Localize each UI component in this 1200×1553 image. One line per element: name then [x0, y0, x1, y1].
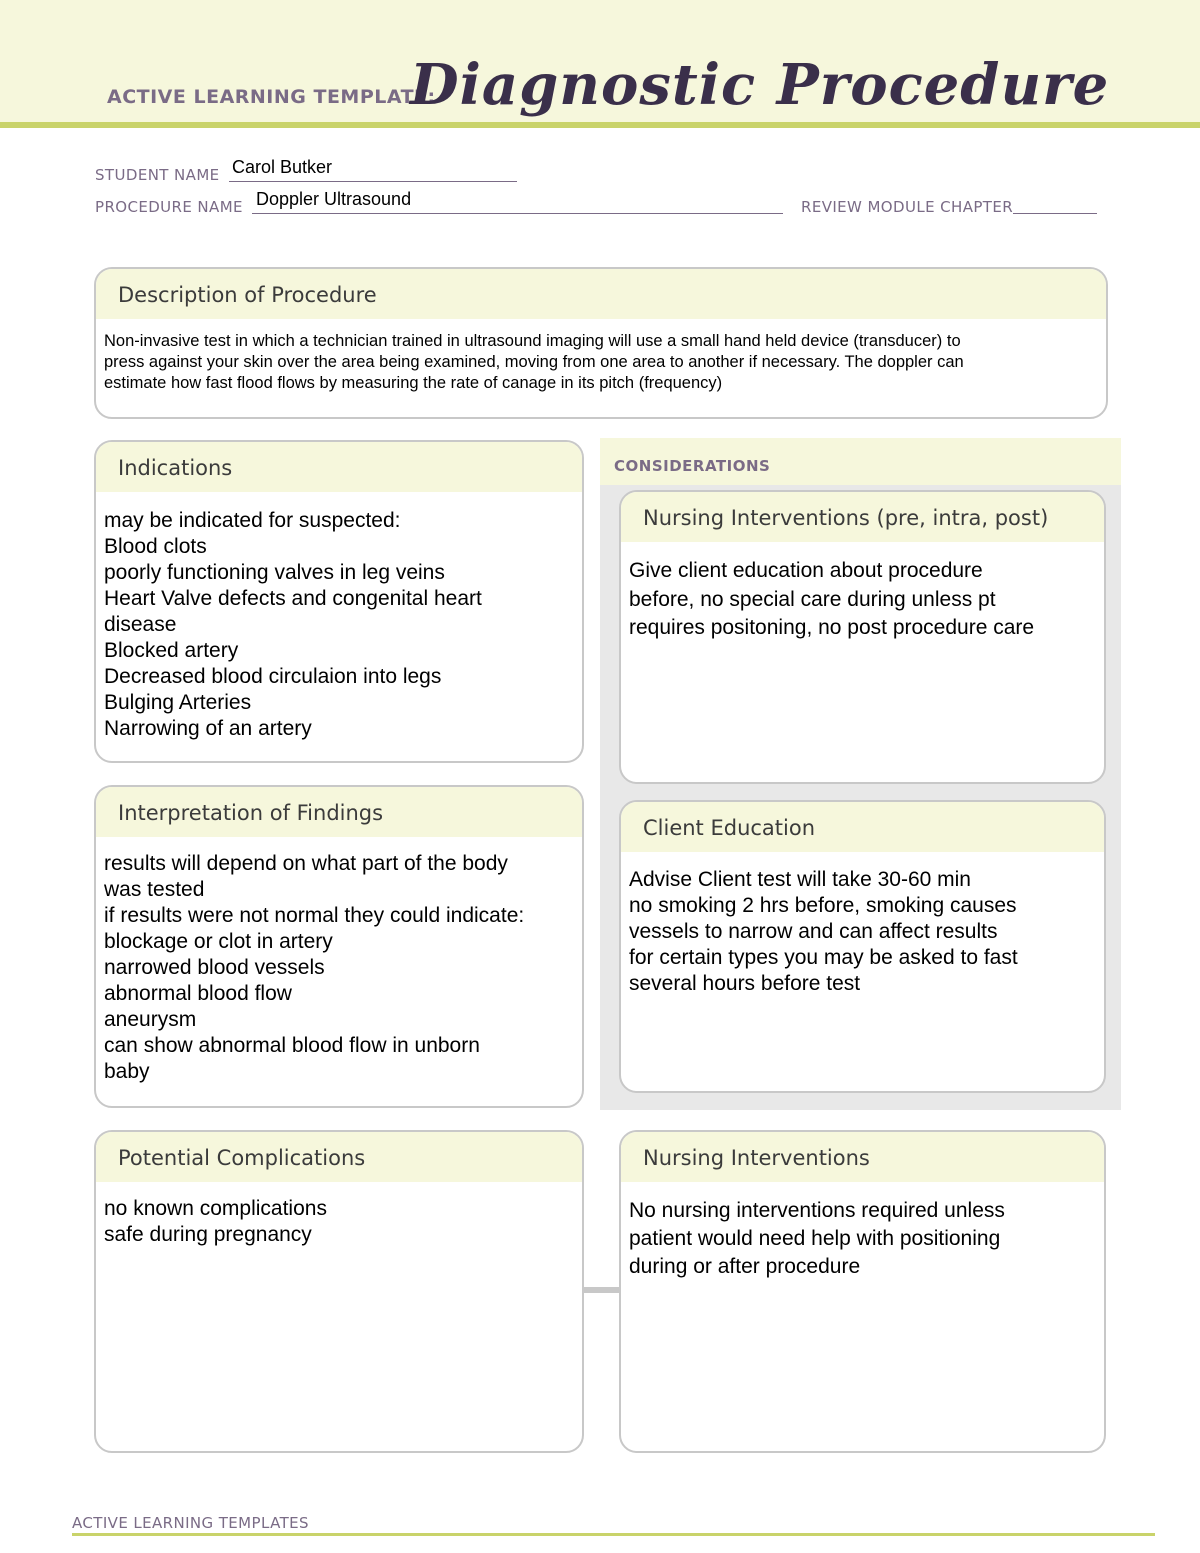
- client-education-title: Client Education: [621, 802, 1104, 852]
- procedure-name-value: Doppler Ultrasound: [256, 189, 412, 209]
- indications-line: Narrowing of an artery: [104, 717, 312, 740]
- indications-line: Blood clots: [104, 535, 207, 558]
- interpretation-line: abnormal blood flow: [104, 982, 292, 1005]
- nursing-interventions-title: Nursing Interventions: [621, 1132, 1104, 1182]
- client-education-line: vessels to narrow and can affect results: [629, 920, 998, 943]
- nursing-interventions-text[interactable]: [621, 1182, 1104, 1281]
- interpretation-line: aneurysm: [104, 1008, 197, 1031]
- indications-line: Bulging Arteries: [104, 691, 252, 714]
- client-education-line: Advise Client test will take 30-60 min: [629, 868, 971, 891]
- nursing-pre-box: [619, 490, 1106, 784]
- interpretation-title: Interpretation of Findings: [96, 787, 582, 837]
- indications-line: Blocked artery: [104, 639, 239, 662]
- complications-box: [94, 1130, 584, 1453]
- review-module-field[interactable]: [1013, 198, 1097, 214]
- description-text[interactable]: [96, 319, 1106, 394]
- indications-title: Indications: [96, 442, 582, 492]
- nursing-pre-line: before, no special care during unless pt: [629, 587, 996, 611]
- procedure-name-label: PROCEDURE NAME: [95, 198, 243, 216]
- nursing-interventions-line: during or after procedure: [629, 1255, 861, 1278]
- nursing-pre-text[interactable]: [621, 542, 1104, 643]
- nursing-interventions-line: patient would need help with positioning: [629, 1227, 1001, 1250]
- client-education-line: no smoking 2 hrs before, smoking causes: [629, 894, 1017, 917]
- nursing-interventions-box: [619, 1130, 1106, 1453]
- client-education-box: [619, 800, 1106, 1093]
- interpretation-line: baby: [104, 1060, 150, 1083]
- complications-title: Potential Complications: [96, 1132, 582, 1182]
- complications-line: no known complications: [104, 1197, 327, 1220]
- indications-line: may be indicated for suspected:: [104, 509, 401, 532]
- indications-box: [94, 440, 584, 763]
- template-label: ACTIVE LEARNING TEMPLATE:: [107, 86, 436, 108]
- footer-rule: [72, 1533, 1155, 1536]
- indications-line: disease: [104, 613, 177, 636]
- description-line: Non-invasive test in which a technician trained in ultrasound imaging will use a small hand held device (transducer) to: [104, 332, 961, 350]
- interpretation-line: blockage or clot in artery: [104, 930, 333, 953]
- nursing-pre-title: Nursing Interventions (pre, intra, post): [621, 492, 1104, 542]
- complications-text[interactable]: [96, 1182, 582, 1248]
- interpretation-line: if results were not normal they could indicate:: [104, 904, 525, 927]
- student-name-label: STUDENT NAME: [95, 166, 220, 184]
- footer-label: ACTIVE LEARNING TEMPLATES: [72, 1514, 309, 1532]
- nursing-pre-line: requires positoning, no post procedure care: [629, 616, 1035, 639]
- interpretation-box: [94, 785, 584, 1108]
- indications-line: Decreased blood circulaion into legs: [104, 665, 442, 688]
- review-module-label: REVIEW MODULE CHAPTER: [801, 198, 1014, 216]
- interpretation-line: was tested: [104, 878, 205, 901]
- header-rule: [0, 122, 1200, 128]
- interpretation-line: narrowed blood vessels: [104, 956, 325, 979]
- indications-line: poorly functioning valves in leg veins: [104, 561, 445, 584]
- description-title: Description of Procedure: [96, 269, 1106, 319]
- interpretation-text[interactable]: [96, 837, 582, 1085]
- interpretation-line: results will depend on what part of the body: [104, 852, 508, 875]
- indications-line: Heart Valve defects and congenital heart: [104, 587, 482, 610]
- description-line: estimate how fast flood flows by measuring the rate of canage in its pitch (frequency): [104, 374, 723, 392]
- description-line: press against your skin over the area being examined, moving from one area to another if necessary. The doppler can: [104, 353, 964, 371]
- complications-line: safe during pregnancy: [104, 1223, 312, 1246]
- client-education-line: for certain types you may be asked to fast: [629, 946, 1018, 969]
- nursing-interventions-line: No nursing interventions required unless: [629, 1199, 1005, 1222]
- client-education-line: several hours before test: [629, 972, 861, 995]
- interpretation-line: can show abnormal blood flow in unborn: [104, 1034, 480, 1057]
- box-connector: [583, 1287, 621, 1293]
- client-education-text[interactable]: [621, 852, 1104, 997]
- student-name-value: Carol Butker: [232, 157, 333, 177]
- considerations-label: CONSIDERATIONS: [614, 457, 771, 475]
- page-title: Diagnostic Procedure: [410, 52, 1110, 118]
- nursing-pre-line: Give client education about procedure: [629, 559, 983, 582]
- indications-text[interactable]: [96, 492, 582, 742]
- description-box: [94, 267, 1108, 419]
